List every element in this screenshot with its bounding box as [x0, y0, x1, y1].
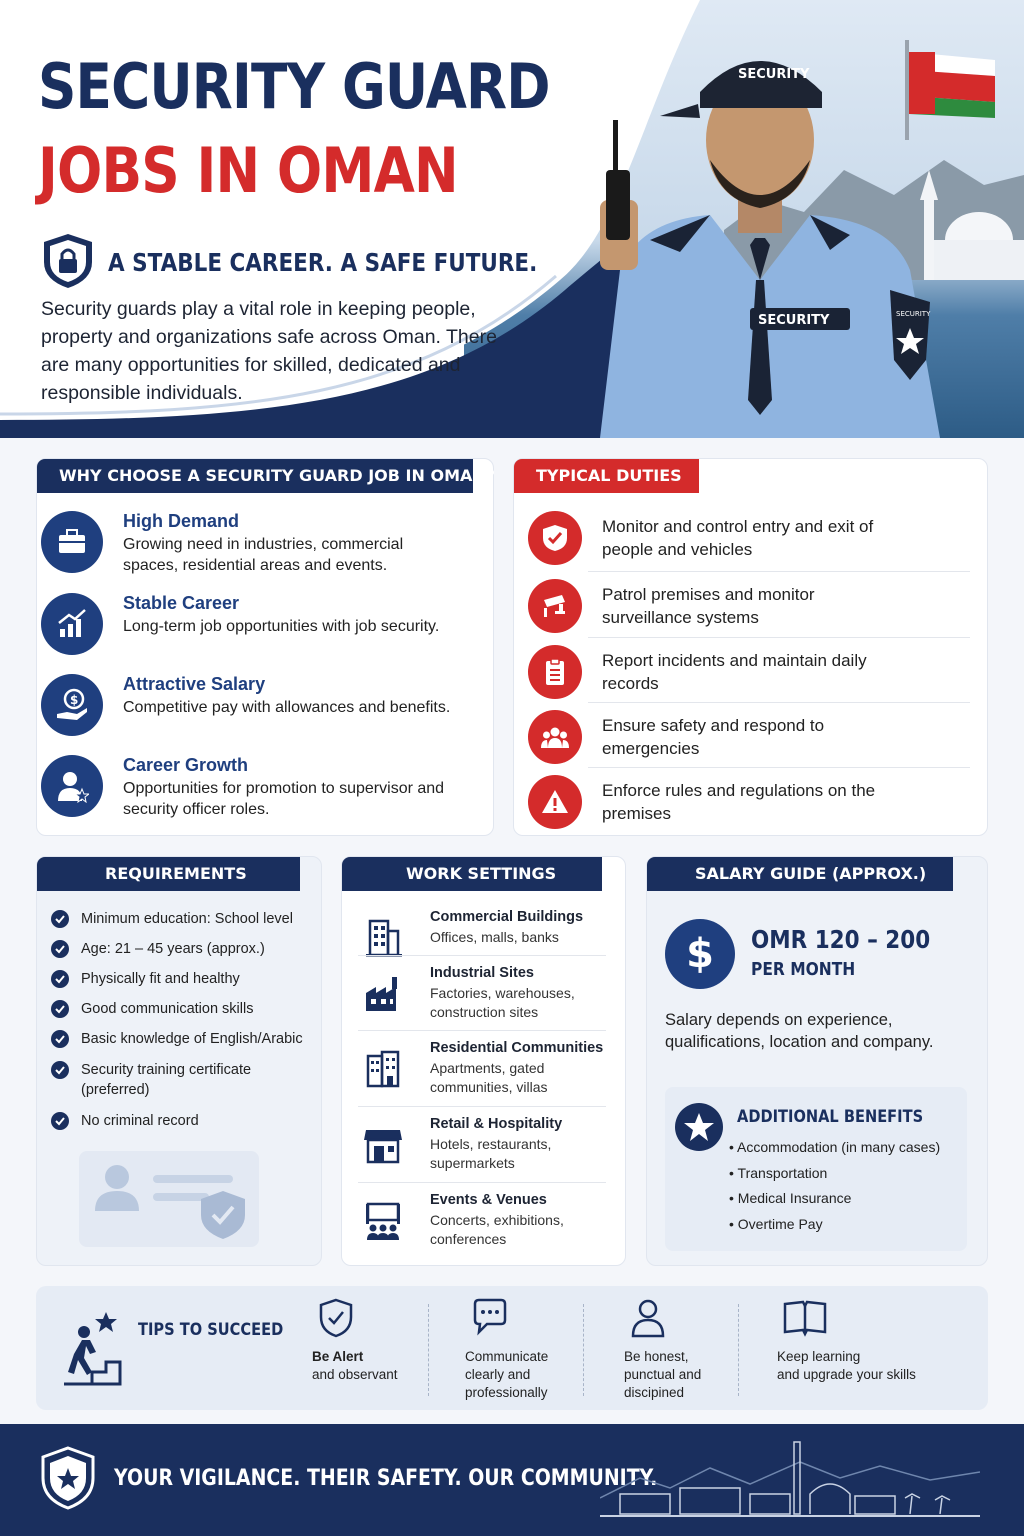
duty-text: Enforce rules and regulations on the premises [602, 781, 876, 823]
work-settings-card [341, 856, 626, 1266]
cctv-camera-icon [541, 592, 569, 620]
currency-symbol: $ [686, 931, 714, 977]
work-setting-item [358, 965, 608, 1035]
requirement-text: Basic knowledge of English/Arabic [81, 1031, 303, 1047]
benefit-item: • Accommodation (in many cases) [729, 1135, 940, 1161]
person-icon [630, 1298, 666, 1338]
growth-chart-icon [55, 607, 89, 641]
shoulder-patch-label: SECURITY [896, 310, 931, 318]
additional-benefits-panel [665, 1087, 967, 1251]
event-venue-icon [362, 1200, 404, 1242]
intro-paragraph: Security guards play a vital role in keeping people, property and organizations safe across Oman. There are many opportunities for skilled, dedicated and responsible individuals. [41, 298, 497, 404]
check-icon [51, 910, 69, 928]
id-card-shield-icon [79, 1151, 259, 1247]
salary-hand-icon [55, 688, 89, 722]
why-item-title: Attractive Salary [123, 674, 266, 694]
tip-rest: and upgrade your skills [777, 1367, 916, 1382]
chat-bubble-icon [471, 1298, 507, 1338]
work-setting-desc: Factories, warehouses, construction sites [430, 985, 575, 1020]
duty-item [528, 775, 968, 839]
divider [358, 955, 606, 956]
work-setting-title: Commercial Buildings [430, 909, 584, 925]
duty-text: Monitor and control entry and exit of people and vehicles [602, 517, 874, 559]
group-icon [541, 723, 569, 751]
footer-slogan: YOUR VIGILANCE. THEIR SAFETY. OUR COMMUNITY. [114, 1466, 658, 1491]
work-setting-title: Residential Communities [430, 1040, 604, 1056]
work-setting-desc: Hotels, restaurants, supermarkets [430, 1136, 552, 1171]
tip-item [777, 1296, 917, 1406]
divider [588, 702, 970, 703]
store-icon [362, 1124, 404, 1166]
warning-icon [541, 788, 569, 816]
why-item-career-growth [41, 755, 481, 825]
why-item-attractive-salary [41, 674, 481, 744]
benefits-list [729, 1135, 940, 1237]
work-setting-title: Events & Venues [430, 1192, 547, 1208]
check-icon [51, 1112, 69, 1130]
check-icon [51, 940, 69, 958]
why-choose-card [36, 458, 494, 836]
tip-rest: and observant [312, 1367, 398, 1382]
tip-item [312, 1296, 452, 1406]
tip-rest: punctual and discipined [624, 1367, 702, 1400]
additional-benefits-title: ADDITIONAL BENEFITS [737, 1107, 924, 1127]
why-item-stable-career [41, 593, 481, 663]
work-setting-item [358, 1116, 608, 1186]
apartment-icon [362, 1048, 404, 1090]
requirement-text: No criminal record [81, 1113, 199, 1129]
tips-to-succeed-panel [36, 1286, 988, 1410]
benefit-item: • Overtime Pay [729, 1212, 940, 1238]
check-icon [51, 970, 69, 988]
divider [588, 767, 970, 768]
tip-lead: Keep learning [777, 1349, 861, 1364]
why-item-high-demand [41, 511, 481, 581]
tip-rest: clearly and professionally [465, 1367, 548, 1400]
person-star-icon [55, 769, 89, 803]
page-title-line2: JOBS IN OMAN [38, 134, 458, 207]
requirement-text: Age: 21 – 45 years (approx.) [81, 941, 265, 957]
divider [583, 1304, 584, 1396]
divider [428, 1304, 429, 1396]
typical-duties-heading: TYPICAL DUTIES [514, 459, 699, 493]
requirements-heading: REQUIREMENTS [37, 857, 300, 891]
factory-icon [362, 973, 404, 1015]
divider [588, 637, 970, 638]
work-setting-item [358, 1192, 608, 1262]
climbing-stairs-icon [62, 1310, 122, 1390]
star-icon [675, 1103, 723, 1151]
work-setting-title: Industrial Sites [430, 965, 534, 981]
why-choose-heading: WHY CHOOSE A SECURITY GUARD JOB IN OMAN? [37, 459, 473, 493]
why-item-title: Stable Career [123, 593, 240, 613]
divider [738, 1304, 739, 1396]
check-icon [51, 1061, 69, 1079]
chest-badge-label: SECURITY [758, 313, 830, 328]
salary-period: PER MONTH [751, 959, 856, 980]
why-item-title: High Demand [123, 511, 240, 531]
clipboard-icon [541, 658, 569, 686]
duty-text: Patrol premises and monitor surveillance systems [602, 585, 815, 627]
dollar-icon [665, 919, 735, 989]
duty-item [528, 579, 968, 643]
salary-amount: OMR 120 – 200 [751, 925, 931, 954]
tip-lead: Be honest, [624, 1349, 689, 1364]
divider [358, 1106, 606, 1107]
security-guard-illustration [560, 20, 960, 438]
duty-item [528, 710, 968, 774]
page-title-line1: SECURITY GUARD [38, 50, 550, 123]
duty-text: Report incidents and maintain daily records [602, 651, 867, 693]
work-setting-desc: Apartments, gated communities, villas [430, 1060, 548, 1095]
divider [358, 1182, 606, 1183]
duty-item [528, 645, 968, 709]
hero-banner [0, 0, 1024, 438]
work-settings-heading: WORK SETTINGS [342, 857, 602, 891]
work-setting-desc: Offices, malls, banks [430, 929, 559, 945]
why-item-desc: Competitive pay with allowances and benefits. [123, 699, 451, 716]
muscat-skyline-illustration [600, 1438, 980, 1522]
duty-item [528, 511, 968, 575]
tip-item [465, 1296, 605, 1406]
divider [588, 571, 970, 572]
divider [358, 1030, 606, 1031]
work-setting-item [358, 1040, 608, 1110]
work-setting-desc: Concerts, exhibitions, conferences [430, 1212, 564, 1247]
requirement-text: Physically fit and healthy [81, 971, 240, 987]
salary-guide-heading: SALARY GUIDE (APPROX.) [647, 857, 953, 891]
tip-item [624, 1296, 764, 1406]
why-item-desc: Long-term job opportunities with job security. [123, 618, 440, 635]
requirement-text: Security training certificate (preferred) [81, 1062, 252, 1098]
padlock-shield-icon [40, 232, 96, 290]
open-book-icon [783, 1298, 827, 1338]
check-icon [51, 1000, 69, 1018]
requirement-text: Good communication skills [81, 1001, 254, 1017]
star-shield-icon [40, 1446, 96, 1510]
requirements-card [36, 856, 322, 1266]
shield-check-icon [318, 1298, 354, 1338]
shield-check-icon [541, 524, 569, 552]
cap-label: SECURITY [738, 67, 810, 82]
salary-note: Salary depends on experience, qualifications, location and company. [665, 1011, 934, 1051]
duty-text: Ensure safety and respond to emergencies [602, 716, 825, 758]
tips-heading: TIPS TO SUCCEED [138, 1320, 284, 1340]
typical-duties-card [513, 458, 988, 836]
benefit-item: • Medical Insurance [729, 1186, 940, 1212]
why-item-desc: Opportunities for promotion to supervisor and security officer roles. [123, 780, 445, 818]
briefcase-icon [55, 525, 89, 559]
check-icon [51, 1030, 69, 1048]
why-item-desc: Growing need in industries, commercial spaces, residential areas and events. [123, 536, 404, 574]
tip-lead: Communicate [465, 1349, 549, 1364]
benefit-item: • Transportation [729, 1161, 940, 1187]
salary-guide-card [646, 856, 988, 1266]
requirement-text: Minimum education: School level [81, 911, 293, 927]
why-item-title: Career Growth [123, 755, 249, 775]
work-setting-title: Retail & Hospitality [430, 1116, 563, 1132]
tip-lead: Be Alert [312, 1349, 364, 1364]
svg-text:$: $ [70, 693, 79, 707]
tagline: A STABLE CAREER. A SAFE FUTURE. [108, 248, 538, 277]
office-building-icon [362, 917, 404, 959]
footer-banner [0, 1424, 1024, 1536]
